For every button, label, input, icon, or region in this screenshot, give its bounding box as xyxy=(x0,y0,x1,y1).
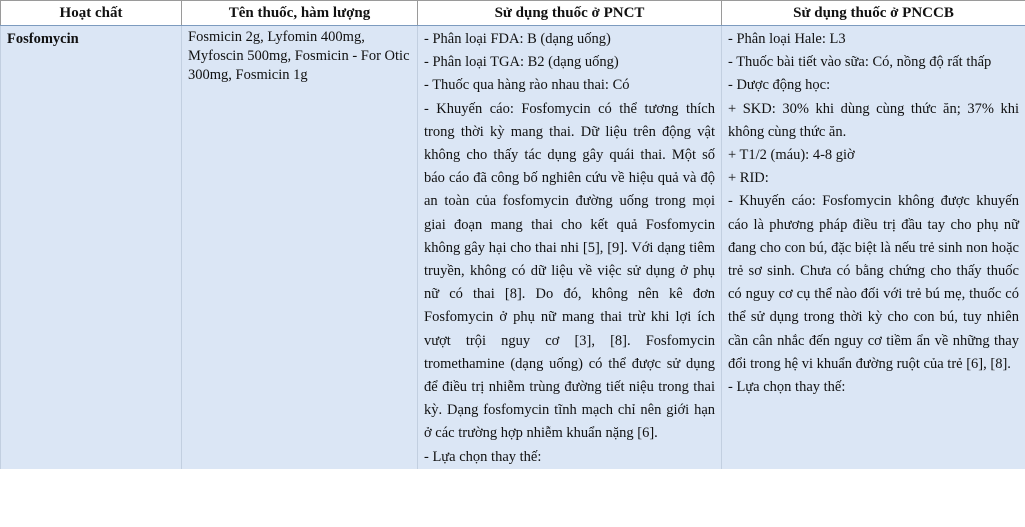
header-row xyxy=(1,1,1025,26)
header-breastfeeding-use: Sử dụng thuốc ở PNCCB xyxy=(722,1,1025,26)
drug-name-cell: Fosfomycin xyxy=(1,26,182,469)
pregnancy-line: - Thuốc qua hàng rào nhau thai: Có xyxy=(424,77,630,94)
header-pregnancy-use: Sử dụng thuốc ở PNCT xyxy=(418,1,722,26)
breastfeeding-line: + T1/2 (máu): 4-8 giờ xyxy=(728,147,855,164)
header-active-ingredient: Hoạt chất xyxy=(1,1,182,26)
breastfeeding-recommendation: - Khuyến cáo: Fosfomycin không được khuyến cáo là phương pháp điều trị đầu tay cho phụ nữ đang cho con bú, đặc biệt là nếu trẻ sinh non hoặc trẻ sơ sinh. Chưa có bằng chứng cho thấy thuốc có nguy cơ cụ thể nào đối với trẻ bú mẹ, thuốc có thể sử dụng trong thời kỳ cho con bú, tuy nhiên cần cân nhắc đến nguy cơ tiềm ẩn về những thay đổi trong hệ vi khuẩn đường ruột của trẻ [6], [8]. xyxy=(728,193,1019,372)
brands-cell: Fosmicin 2g, Lyfomin 400mg, Myfoscin 500mg, Fosmicin - For Otic 300mg, Fosmicin 1g xyxy=(182,26,418,469)
table-row xyxy=(1,26,1025,469)
pregnancy-alternatives: - Lựa chọn thay thế: xyxy=(424,448,542,465)
breastfeeding-line: - Phân loại Hale: L3 xyxy=(728,31,846,47)
breastfeeding-line: - Dược động học: xyxy=(728,77,831,94)
pregnancy-recommendation: - Khuyến cáo: Fosfomycin có thể tương thích trong thời kỳ mang thai. Dữ liệu trên động vật không cho thấy tác dụng gây quái thai. Một số báo cáo đã công bố nghiên cứu về hiệu quả và độ an toàn của fosfomycin đường uống trong mọi giai đoạn mang thai cho kết quả Fosfomycin không gây hại cho thai nhi [5], [9]. Với dạng tiêm truyền, không có dữ liệu về việc sử dụng ở phụ nữ có thai [8]. Do đó, không nên kê đơn Fosfomycin ở phụ nữ mang thai trừ khi lợi ích vượt trội nguy cơ [3], [8]. Fosfomycin tromethamine (dạng uống) có thể được sử dụng để điều trị nhiễm trùng đường tiết niệu trong thai kỳ. Dạng fosfomycin tĩnh mạch chỉ nên giới hạn ở các trường hợp nhiễm khuẩn nặng [6]. xyxy=(424,100,715,442)
breastfeeding-line: - Thuốc bài tiết vào sữa: Có, nồng độ rất thấp xyxy=(728,54,992,71)
pregnancy-line: - Phân loại TGA: B2 (dạng uống) xyxy=(424,54,619,71)
header-drug-name-strength: Tên thuốc, hàm lượng xyxy=(182,1,418,26)
breastfeeding-cell xyxy=(722,26,1025,469)
breastfeeding-alternatives: - Lựa chọn thay thế: xyxy=(728,379,846,396)
breastfeeding-line: + SKD: 30% khi dùng cùng thức ăn; 37% khi không cùng thức ăn. xyxy=(728,100,1019,140)
pregnancy-cell xyxy=(418,26,722,469)
pregnancy-line: - Phân loại FDA: B (dạng uống) xyxy=(424,31,611,47)
breastfeeding-line: + RID: xyxy=(728,170,769,187)
